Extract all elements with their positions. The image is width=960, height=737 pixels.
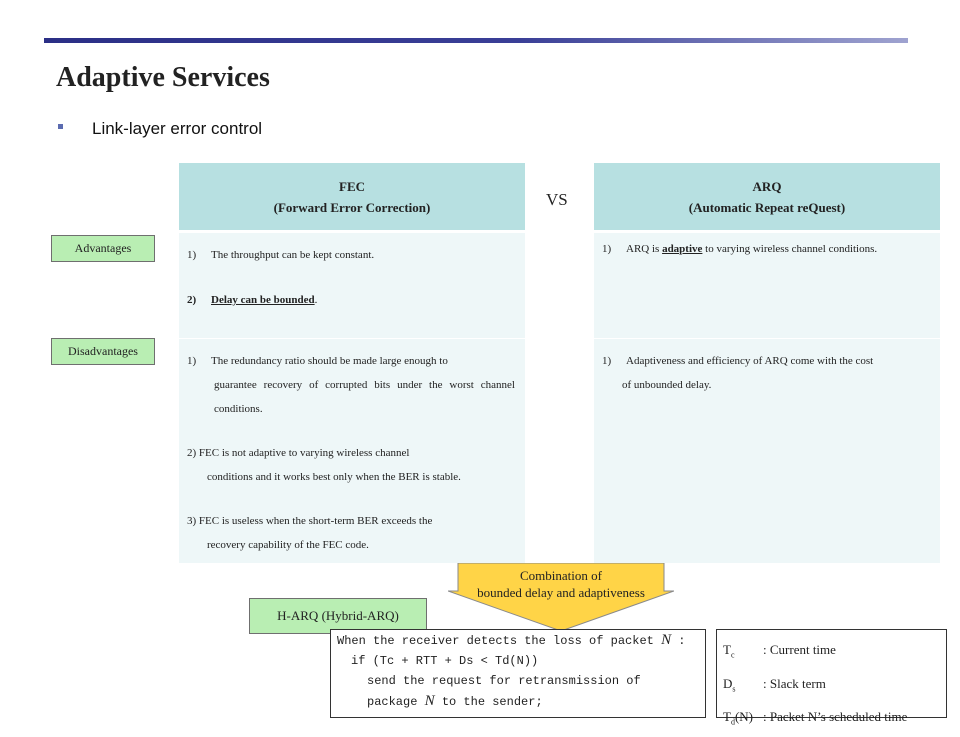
symbol-main: T — [723, 642, 731, 657]
disadvantages-tag: Disadvantages — [51, 338, 155, 365]
item-text-emphasis: adaptive — [662, 243, 703, 255]
fec-subtitle: (Forward Error Correction) — [273, 199, 431, 215]
legend-symbol — [723, 636, 763, 670]
arq-header — [594, 163, 940, 230]
fec-title: FEC — [339, 178, 365, 194]
legend-description: : Current time — [763, 642, 836, 657]
arq-advantage-1 — [602, 237, 930, 261]
algorithm-line-2: if (Tc + RTT + Ds < Td(N)) — [351, 654, 539, 668]
symbol-sub: c — [730, 650, 735, 660]
legend-row — [723, 670, 946, 704]
legend-description: : Slack term — [763, 675, 826, 691]
item-number: 1) — [187, 249, 197, 261]
symbol-main: T — [723, 709, 731, 725]
arq-column — [594, 163, 940, 563]
item-text: The throughput can be kept constant. — [211, 249, 375, 261]
symbol-after: (N) — [734, 709, 753, 725]
item-number: 1) — [602, 243, 612, 255]
arq-disadvantage-1 — [602, 349, 930, 397]
harq-tag: H-ARQ (Hybrid-ARQ) — [249, 598, 427, 634]
fec-header — [179, 163, 525, 230]
combination-label — [448, 567, 674, 601]
algorithm-line-4 — [337, 691, 705, 712]
item-text-cont: guarantee recovery of corrupted bits under the worst channel conditions. — [214, 379, 515, 415]
fec-disadvantage-3 — [187, 509, 515, 557]
fec-column — [179, 163, 525, 563]
algorithm-line-1 — [337, 630, 705, 651]
combination-line1: Combination of — [520, 568, 602, 583]
algorithm-box — [330, 629, 706, 718]
symbol-sub: s — [732, 684, 736, 694]
code-text: When the receiver detects the loss of packet — [337, 634, 662, 648]
item-text-cont: of unbounded delay. — [622, 379, 712, 391]
legend-row — [723, 636, 946, 670]
fec-disadvantages-cell — [179, 339, 525, 563]
combination-line2: bounded delay and adaptiveness — [477, 585, 645, 600]
arq-advantages-cell — [594, 233, 940, 339]
variable-n: N — [661, 632, 672, 648]
fec-advantage-2 — [187, 288, 515, 312]
bullet-square-icon — [58, 124, 63, 129]
item-text-cont: recovery capability of the FEC code. — [207, 539, 369, 551]
slide-subtitle: Link-layer error control — [92, 119, 263, 138]
item-text: Adaptiveness and efficiency of ARQ come with the cost — [626, 355, 874, 367]
algorithm-line-3: send the request for retransmission of — [367, 674, 641, 688]
fec-advantages-cell — [179, 233, 525, 339]
fec-disadvantage-2 — [187, 441, 515, 489]
arq-disadvantages-cell — [594, 339, 940, 563]
item-text: FEC is not adaptive to varying wireless channel — [198, 447, 410, 459]
item-text: to varying wireless channel conditions. — [702, 243, 878, 255]
fec-disadvantage-1 — [187, 349, 515, 421]
arq-subtitle: (Automatic Repeat reQuest) — [688, 199, 846, 215]
item-suffix: . — [314, 294, 318, 306]
code-text: : — [671, 634, 686, 648]
item-number: 2) — [187, 294, 197, 306]
item-text-emphasis: Delay can be bounded — [211, 294, 315, 306]
vs-label: VS — [546, 190, 568, 209]
legend-symbol — [723, 670, 763, 704]
advantages-tag: Advantages — [51, 235, 155, 262]
slide-title: Adaptive Services — [56, 62, 270, 93]
item-text: ARQ is — [626, 243, 663, 255]
legend-description: : Packet N’s scheduled time — [763, 709, 908, 725]
item-number: 3) — [187, 515, 197, 527]
arq-title: ARQ — [752, 178, 782, 194]
title-rule — [44, 38, 908, 43]
code-text: package — [367, 695, 425, 709]
item-number: 1) — [187, 355, 197, 367]
item-text-cont: conditions and it works best only when the BER is stable. — [207, 471, 461, 483]
symbol-main: D — [723, 675, 733, 691]
item-number: 1) — [602, 355, 612, 367]
item-text: FEC is useless when the short-term BER exceeds the — [198, 515, 433, 527]
item-text: The redundancy ratio should be made large enough to — [211, 355, 448, 367]
code-text: to the sender; — [434, 695, 543, 709]
fec-advantage-1 — [187, 243, 515, 267]
symbol-sub: d — [730, 717, 735, 727]
item-number: 2) — [187, 447, 197, 459]
legend-box — [716, 629, 947, 727]
variable-n: N — [424, 693, 435, 709]
